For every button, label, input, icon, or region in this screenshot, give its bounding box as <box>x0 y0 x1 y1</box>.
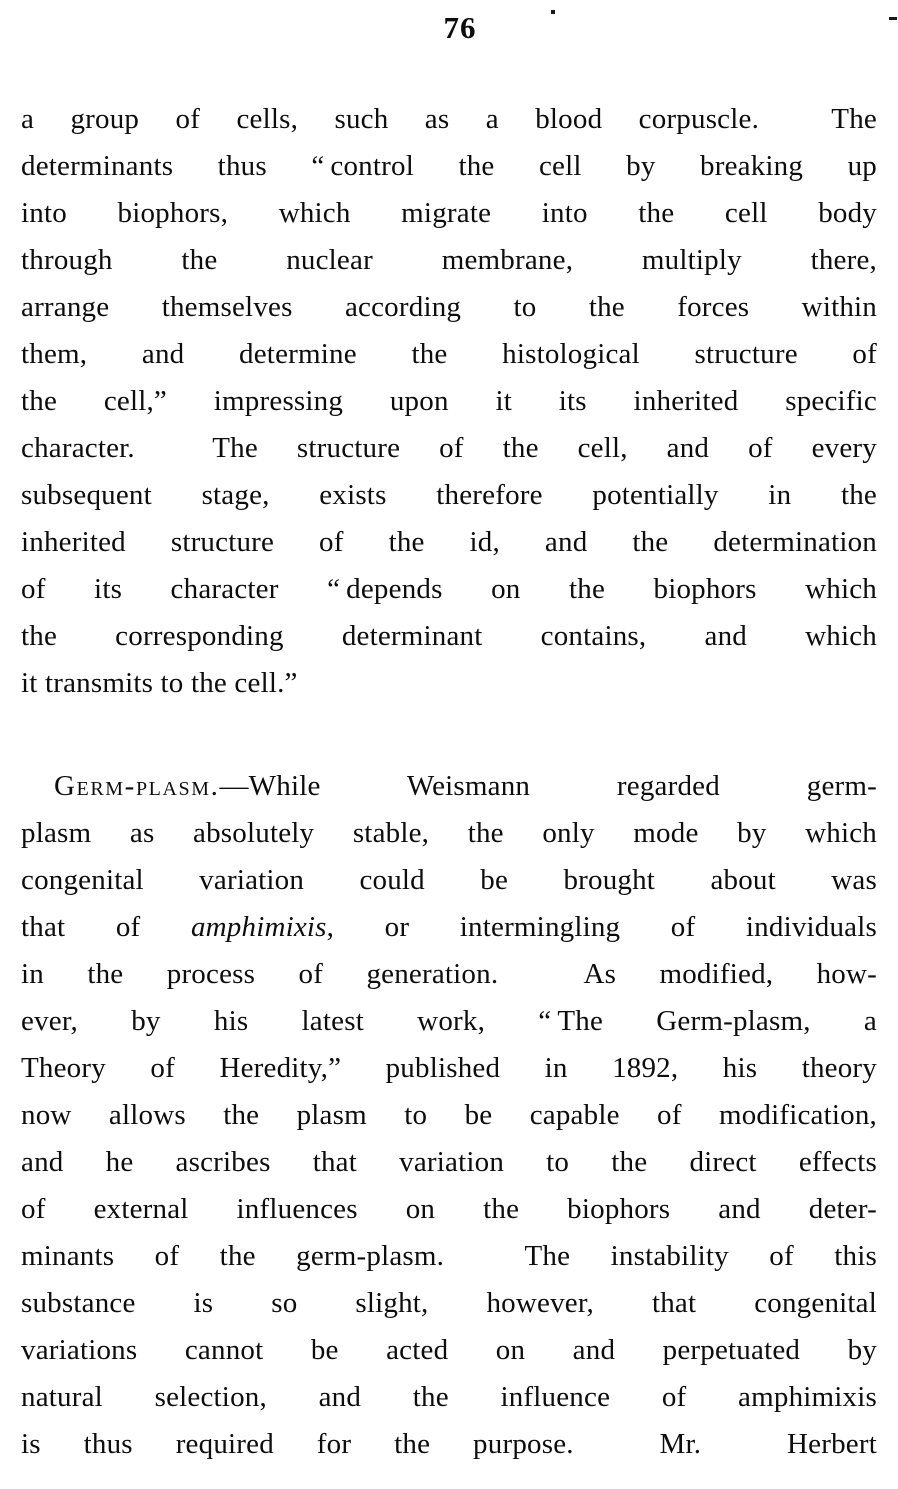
text-line <box>21 96 877 143</box>
text-segment: ever, by his latest work, “ The Germ-plasm, a <box>21 1005 877 1037</box>
text-segment: subsequent stage, exists therefore potentially in the <box>21 479 877 511</box>
text-segment: into biophors, which migrate into the cell body <box>21 197 877 229</box>
text-line <box>21 472 877 519</box>
text-segment: Theory of Heredity,” published in 1892, his theory <box>21 1052 877 1084</box>
text-segment: through the nuclear membrane, multiply there, <box>21 244 877 276</box>
text-line <box>21 857 877 904</box>
text-line <box>21 1374 877 1421</box>
text-segment: minants of the germ-plasm. The instability of this <box>21 1240 877 1272</box>
text-line <box>21 284 877 331</box>
text-segment: of external influences on the biophors and deter- <box>21 1193 877 1225</box>
text-segment: them, and determine the histological structure of <box>21 338 877 370</box>
text-segment: , or intermingling of individuals <box>326 911 877 943</box>
text-segment: and he ascribes that variation to the direct effects <box>21 1146 877 1178</box>
text-line <box>21 1186 877 1233</box>
text-line <box>21 1092 877 1139</box>
text-line <box>21 810 877 857</box>
italic-term: amphimixis <box>190 911 327 943</box>
page-text <box>21 96 877 1468</box>
text-segment: in the process of generation. As modified, how- <box>21 958 877 990</box>
text-segment: that of <box>21 911 191 943</box>
text-segment: plasm as absolutely stable, the only mode by which <box>21 817 877 849</box>
paragraph <box>21 96 877 707</box>
small-caps-term: Germ-plasm. <box>54 770 220 802</box>
text-line <box>21 331 877 378</box>
text-line <box>21 660 877 707</box>
text-line <box>21 143 877 190</box>
text-line <box>21 237 877 284</box>
text-segment: natural selection, and the influence of amphimixis <box>21 1381 877 1413</box>
page-header <box>0 10 898 46</box>
text-line <box>21 425 877 472</box>
text-segment: arrange themselves according to the forces within <box>21 291 877 323</box>
page-number: 76 <box>443 10 477 45</box>
text-line <box>21 763 877 810</box>
paragraph <box>21 763 877 1468</box>
text-segment: variations cannot be acted on and perpetuated by <box>21 1334 877 1366</box>
text-line <box>21 613 877 660</box>
text-segment: congenital variation could be brought about was <box>21 864 877 896</box>
text-line <box>21 190 877 237</box>
text-line <box>21 904 877 951</box>
text-segment: substance is so slight, however, that congenital <box>21 1287 877 1319</box>
text-segment: the corresponding determinant contains, and which <box>21 620 877 652</box>
text-line <box>21 1139 877 1186</box>
text-segment: character. The structure of the cell, and of every <box>21 432 877 464</box>
text-line <box>21 519 877 566</box>
text-segment: it transmits to the cell.” <box>21 667 298 699</box>
text-line <box>21 378 877 425</box>
text-line <box>21 1280 877 1327</box>
text-segment: now allows the plasm to be capable of modification, <box>21 1099 877 1131</box>
text-segment: a group of cells, such as a blood corpuscle. The <box>21 103 877 135</box>
text-line <box>21 1327 877 1374</box>
text-line <box>21 951 877 998</box>
text-segment: of its character “ depends on the biophors which <box>21 573 877 605</box>
text-line <box>21 998 877 1045</box>
text-line <box>21 1045 877 1092</box>
text-segment: determinants thus “ control the cell by breaking up <box>21 150 877 182</box>
text-segment: inherited structure of the id, and the determination <box>21 526 877 558</box>
text-line <box>21 1421 877 1468</box>
text-segment: is thus required for the purpose. Mr. Herbert <box>21 1428 877 1460</box>
text-line <box>21 566 877 613</box>
text-segment: the cell,” impressing upon it its inherited specific <box>21 385 877 417</box>
text-line <box>21 1233 877 1280</box>
text-segment: —While Weismann regarded germ- <box>219 770 877 802</box>
